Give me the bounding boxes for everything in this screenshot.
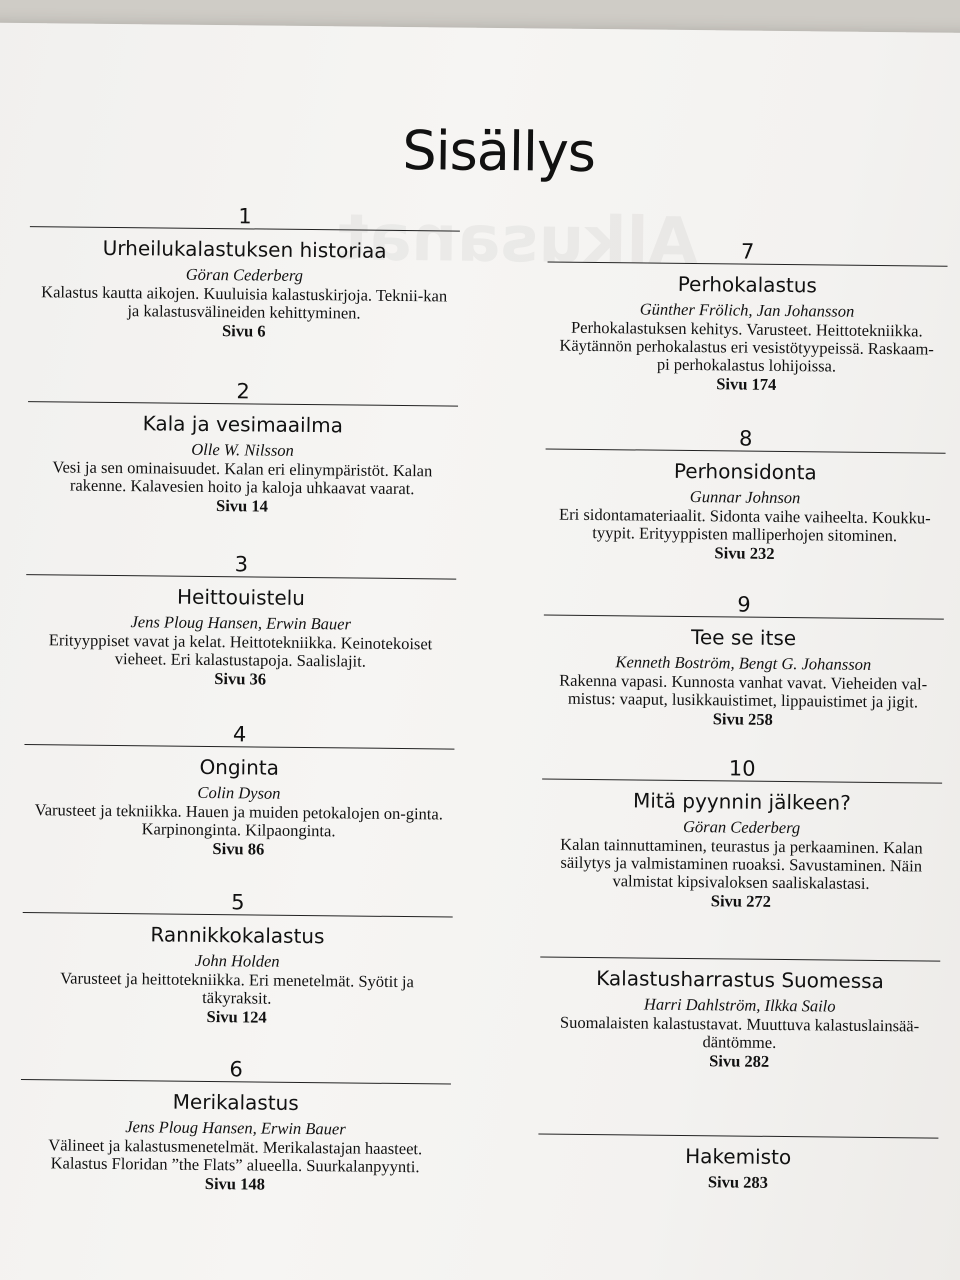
page-reference[interactable]: Sivu 86 <box>212 839 265 859</box>
chapter-author: Göran Cederberg <box>185 264 304 285</box>
chapter-title[interactable]: Kala ja vesimaailma <box>142 411 344 438</box>
page-reference[interactable]: Sivu 258 <box>712 709 773 729</box>
chapter-description: Rakenna vapasi. Kunnosta vanhat vavat. Vieheiden val-mistus: vaaput, lusikkauistimet, lippauistimet ja jigit. <box>559 670 928 712</box>
chapter-title[interactable]: Urheilukalastuksen historiaa <box>102 235 387 263</box>
toc-entry[interactable] <box>538 1133 939 1194</box>
toc-entry[interactable] <box>22 889 453 1029</box>
chapter-description: Erityyppiset vavat ja kelat. Heittotekniikka. Keinotekoiset vieheet. Eri kalastustapoja. Saalislajit. <box>48 630 433 671</box>
chapter-title[interactable]: Merikalastus <box>172 1089 299 1115</box>
toc-entry[interactable] <box>23 721 454 861</box>
chapter-description: Vesi ja sen ominaisuudet. Kalan eri elinympäristöt. Kalan rakenne. Kalavesien hoito ja kaloja uhkaavat vaarat. <box>52 457 433 499</box>
chapter-number: 5 <box>231 890 245 915</box>
chapter-description: Kalastus kautta aikojen. Kuuluisia kalastuskirjoja. Teknii-kan ja kalastusvälineiden kehittyminen. <box>41 282 448 323</box>
chapter-description: Eri sidontamateriaalit. Sidonta vaihe vaiheelta. Koukku-tyypit. Erityyppisten malliperhojen sitominen. <box>559 504 931 546</box>
toc-entry[interactable] <box>25 551 456 691</box>
chapter-description: Varusteet ja tekniikka. Hauen ja muiden petokalojen on-ginta. Karpinonginta. Kilpaonginta. <box>34 800 443 841</box>
bleed-through-heading: Alkusanat <box>337 201 699 280</box>
book-page <box>0 23 960 1280</box>
toc-entry[interactable] <box>539 956 940 1073</box>
chapter-title[interactable]: Rannikkokalastus <box>150 922 325 949</box>
chapter-title[interactable]: Perhokalastus <box>677 271 817 298</box>
section-rule <box>540 956 940 961</box>
chapter-number: 3 <box>234 552 249 577</box>
page-reference[interactable]: Sivu 124 <box>206 1006 267 1027</box>
chapter-description: Välineet ja kalastusmenetelmät. Merikalastajan haasteet. Kalastus Floridan ”the Flats” alueella. Suurkalanpyynti. <box>48 1135 423 1177</box>
toc-entry[interactable] <box>27 378 458 518</box>
chapter-number: 4 <box>232 722 247 747</box>
toc-entry[interactable] <box>543 591 944 731</box>
chapter-author: John Holden <box>194 950 280 971</box>
chapter-number: 2 <box>236 379 250 404</box>
toc-left-column <box>32 23 462 1194</box>
chapter-title[interactable]: Tee se itse <box>691 625 797 651</box>
chapter-author: Günther Frölich, Jan Johansson <box>639 299 855 321</box>
chapter-author: Jens Ploug Hansen, Erwin Bauer <box>130 612 352 634</box>
section-rule <box>538 1133 938 1138</box>
chapter-description: Varusteet ja heittotekniikka. Eri menetelmät. Syötit ja täkyraksit. <box>60 968 414 1008</box>
chapter-title[interactable]: Onginta <box>199 754 280 780</box>
chapter-author: Göran Cederberg <box>682 816 801 838</box>
toc-entry[interactable] <box>29 203 460 343</box>
chapter-number: 6 <box>229 1057 243 1082</box>
chapter-title[interactable]: Hakemisto <box>685 1144 792 1170</box>
toc-entry[interactable] <box>544 426 945 566</box>
page-reference[interactable]: Sivu 282 <box>709 1051 770 1071</box>
chapter-number: 10 <box>728 756 756 781</box>
page-reference[interactable]: Sivu 174 <box>716 374 777 394</box>
chapter-author: Harri Dahlström, Ilkka Sailo <box>643 994 836 1016</box>
chapter-author: Kenneth Boström, Bengt G. Johansson <box>615 652 872 674</box>
page-reference[interactable]: Sivu 232 <box>714 543 775 563</box>
page-reference[interactable]: Sivu 6 <box>221 321 266 341</box>
page-reference[interactable]: Sivu 14 <box>215 496 268 516</box>
toc-entry[interactable] <box>546 239 948 397</box>
chapter-title[interactable]: Heittouistelu <box>176 584 306 610</box>
toc-entry[interactable] <box>20 1056 451 1196</box>
chapter-number: 1 <box>238 204 252 229</box>
chapter-title[interactable]: Kalastusharrastus Suomessa <box>596 966 885 994</box>
chapter-author: Jens Ploug Hansen, Erwin Bauer <box>125 1117 346 1139</box>
chapter-title[interactable]: Mitä pyynnin jälkeen? <box>632 788 851 815</box>
chapter-author: Gunnar Johnson <box>689 487 801 508</box>
page-reference[interactable]: Sivu 283 <box>707 1172 769 1192</box>
chapter-description: Kalan tainnuttaminen, teurastus ja perkaaminen. Kalan säilytys ja valmistaminen ruoaksi. Savustaminen. Näin valmistat kipsivaloksen saaliskalastasi. <box>560 834 923 893</box>
chapter-number: 8 <box>738 426 753 451</box>
chapter-description: Suomalaisten kalastustavat. Muuttuva kalastuslainsää-däntömme. <box>559 1012 920 1052</box>
chapter-number: 9 <box>737 592 751 617</box>
chapter-number: 7 <box>740 239 755 264</box>
chapter-author: Olle W. Nilsson <box>191 439 294 460</box>
page-reference[interactable]: Sivu 36 <box>214 669 267 689</box>
page-reference[interactable]: Sivu 272 <box>710 891 771 911</box>
toc-entry[interactable] <box>541 755 943 913</box>
page-title: Sisällys <box>402 118 596 184</box>
toc-right-column <box>550 29 950 1192</box>
page-reference[interactable]: Sivu 148 <box>204 1173 266 1194</box>
chapter-title[interactable]: Perhonsidonta <box>673 458 817 485</box>
chapter-description: Perhokalastuksen kehitys. Varusteet. Heittotekniikka. Käytännön perhokalastus eri vesistötyypeissä. Raskaam-pi perhokalastus lohijoissa. <box>559 317 934 376</box>
chapter-author: Colin Dyson <box>197 782 281 803</box>
